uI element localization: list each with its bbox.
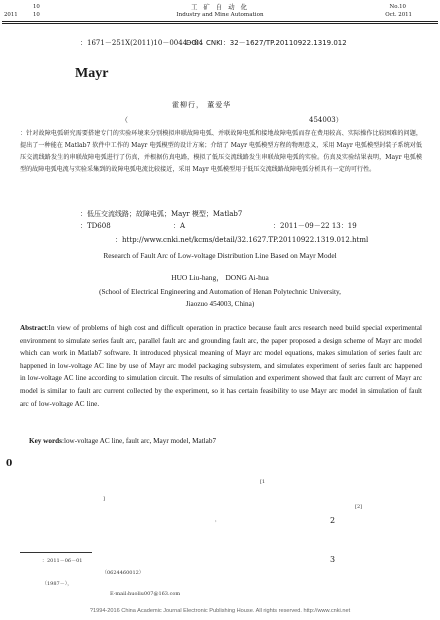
keywords-cn: ：低压交流线路；故障电弧；Mayr 模型；Matlab7: [80, 210, 243, 218]
header-rule: [2, 21, 438, 22]
footnote-rule: [20, 552, 92, 553]
footnote-email[interactable]: E-mail:huoliu007@163.com: [110, 591, 181, 597]
affiliation-en: [30, 287, 410, 310]
clc-number: ：TD608: [80, 222, 111, 230]
affiliation-en-line1: (School of Electrical Engineering and Automation of Henan Polytechnic University,: [99, 288, 341, 296]
abstract-en-label: Abstract: [20, 324, 47, 332]
journal-name-cn: 工 矿 自 动 化: [190, 3, 250, 11]
number-fragment-2: 2: [330, 516, 336, 525]
article-title-en: Research of Fault Arc of Low-voltage Distribution Line Based on Mayr Model: [103, 251, 337, 260]
authors-cn: 霍柳行， 董爱华: [172, 101, 232, 109]
keywords-en-text: :low-voltage AC line, fault arc, Mayr model, Matlab7: [61, 437, 217, 445]
header-volume: 10: [33, 4, 40, 10]
header-number: No.10: [389, 4, 406, 10]
section-heading-0: 0: [6, 459, 13, 469]
keywords-en: [29, 437, 216, 445]
document-code: ：A: [173, 222, 186, 230]
doi-text: DOI：CNKI：32－1627/TP.20110922.1319.012: [186, 39, 347, 47]
footnote-fund: （0624460012）: [102, 570, 144, 576]
comma-fragment: ，: [215, 517, 221, 523]
abstract-cn: ：针对故障电弧研究需要搭建专门的实验环境来分别模拟串联故障电弧、并联故障电弧和接地故障电弧而存在费用较高、实际操作比较困难的问题，提出了一种能在 Matlab7 软件中工作的 Mayr 电弧模型的设计方案；介绍了 Mayr 电弧模型方程的物理意义，采用 Mayr 电弧模型封装子系统对低压交流线路发生的串联故障电弧进行了仿真，并根据仿真电路，模拟了低压交流线路发生串联故障电弧的实验。仿真及实验结果表明，Mayr 电弧模型的故障电弧电流与实验采集到的故障电弧电流比较接近，采用 Mayr 电弧模型用于低压交流线路故障电弧分析具有一定的可行性。: [20, 130, 422, 173]
citation-fragment-2: [2]: [355, 504, 363, 510]
affiliation-open-paren: （: [121, 116, 128, 124]
bracket-fragment: ]: [103, 496, 105, 502]
citation-fragment: [1: [260, 479, 266, 485]
header-year: 2011: [4, 12, 18, 18]
journal-name-en: Industry and Mine Automation: [176, 12, 264, 18]
article-title: Mayr: [75, 66, 109, 81]
affiliation-postal-code: 454003）: [309, 116, 343, 124]
keywords-en-label: Key words: [29, 437, 62, 445]
header-date: Oct. 2011: [385, 12, 412, 18]
online-url[interactable]: ：http://www.cnki.net/kcms/detail/32.1627.TP.20110922.1319.012.html: [115, 236, 369, 244]
authors-en: HUO Liu-hang， DONG Ai-hua: [171, 273, 269, 282]
running-header: [0, 2, 440, 22]
number-fragment-3: 3: [330, 555, 336, 564]
copyright-line: ?1994-2016 China Academic Journal Electronic Publishing House. All rights reserved. http://www.cnki.net: [89, 608, 351, 614]
publish-time: ：2011－09－22 13：19: [273, 222, 357, 230]
abstract-en-text: :In view of problems of high cost and difficult operation in practice because fault arcs research need build special experimental environment to simulate series fault arc, parallel fault arc and grounding fault arc, the paper proposed a design scheme of Mayr arc model which can work in Matlab7 software. It introduced physical meaning of Mayr arc model equations, makes simulation of series fault arc happened in low-voltage AC line by use of Mayr arc model packaging subsystem, and simulates experiment of series fault arc happened in low-voltage AC line according to simulation circuit. The results of simulation and experiment showed that fault arc current of Mayr arc model is similar to fault arc current collected by the experiment, so it has certain feasibility to use Mayr arc model in simulation of fault arc of low-voltage AC line.: [20, 324, 422, 408]
affiliation-en-line2: Jiaozuo 454003, China): [185, 299, 255, 308]
header-rule-second: [2, 23, 438, 24]
abstract-en: [20, 322, 422, 410]
footnote-received: ：2011－06－01: [42, 558, 83, 564]
article-number: ：1671－251X(2011)10－0044－04: [80, 39, 204, 47]
footnote-bio: （1987－），: [42, 581, 73, 587]
header-issue: 10: [33, 12, 40, 18]
